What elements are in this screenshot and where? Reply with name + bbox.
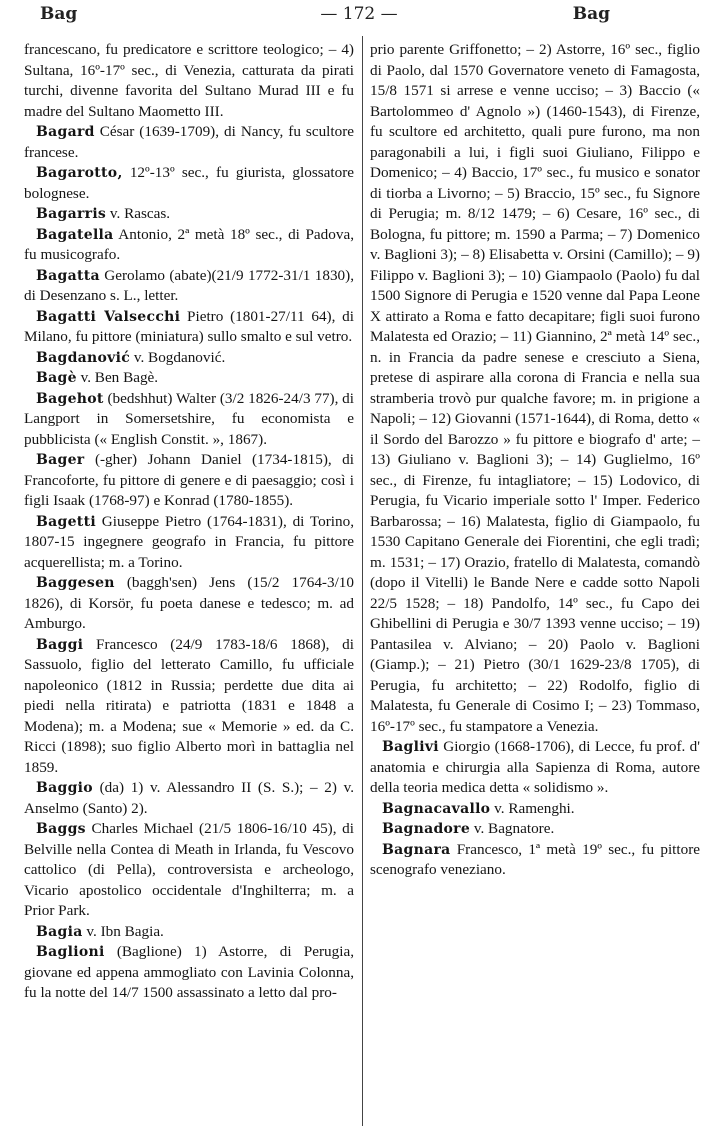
left-column (24, 40, 354, 1004)
entry (24, 225, 354, 266)
entry-headword: Bagatella (36, 226, 114, 243)
entry (24, 40, 354, 122)
entry (24, 573, 354, 635)
entry-headword: Bagatti Valsecchi (36, 308, 181, 325)
entry-headword: Bagehot (36, 390, 104, 407)
entry-text: (bedshhut) Walter (3/2 1826-24/3 77), di Langport in Somersetshire, fu economista e pubblicista (« English Constit. », 1867). (24, 389, 354, 448)
entry-headword: Baggio (36, 780, 93, 796)
entry-text: Francesco (24/9 1783-18/6 1868), di Sassuolo, figlio del letterato Camillo, fu ufficiale napoleonico (1812 in Russia; perdette due dita ai piedi nella ritirata) e patriotta (1831 e 1848 a Modena); m. a Modena; sue « Memorie » ed. da C. Ricci (1898); suo figlio Alberto morì in battaglia nel 1859. (24, 635, 354, 776)
entry (24, 307, 354, 348)
entry-headword: Baglivi (382, 739, 439, 755)
entry (24, 778, 354, 819)
entry-headword: Bagnara (382, 841, 451, 858)
entry (370, 40, 700, 737)
entry (24, 819, 354, 922)
entry-text: Gerolamo (abate)(21/9 1772-31/1 1830), di Desenzano s. L., letter. (24, 266, 354, 304)
header-right-guideword: Bag (572, 4, 610, 24)
entry-text: (baggh'sen) Jens (15/2 1764-3/10 1826), di Korsör, fu poeta danese e tedesco; m. ad Amburgo. (24, 574, 354, 632)
entry-headword: Baggesen (36, 575, 115, 591)
entry-headword: Bager (36, 452, 85, 468)
entry-headword: Bagnadore (382, 821, 471, 837)
entry (24, 266, 354, 307)
entry-text: Francesco, 1ª metà 19º sec., fu pittore scenografo veneziano. (370, 840, 700, 878)
entry-headword: Bagatta (36, 267, 100, 284)
entry (24, 348, 354, 369)
entry-text: v. Ben Bagè. (76, 369, 159, 386)
entry-text: v. Bogdanović. (130, 348, 226, 366)
entry (370, 819, 700, 840)
entry-text: César (1639-1709), di Nancy, fu scultore francese. (24, 123, 354, 161)
entry-text: francescano, fu predicatore e scrittore teologico; – 4) Sultana, 16º-17º sec., di Venezia, catturata da pirati turchi, divenne favorita del Sultano Murad III e fu madre del Sultano Maometto III. (24, 41, 354, 120)
entry-headword: Bagarris (36, 206, 107, 222)
entry-headword: Bagetti (36, 513, 96, 530)
entry-headword: Baglioni (36, 944, 105, 960)
header-left-guideword: Bag (40, 4, 78, 24)
column-divider (362, 36, 363, 1126)
entry-text: Giorgio (1668-1706), di Lecce, fu prof. d' anatomia e chirurgia alla Sapienza di Roma, autore della teoria medica detta « solidismo ». (370, 738, 700, 796)
entry (370, 840, 700, 881)
right-column (370, 40, 700, 881)
entry-text: Giuseppe Pietro (1764-1831), di Torino, 1807-15 ingegnere geografo in Francia, fu pittore acquerellista; m. a Torino. (24, 512, 354, 571)
entry-headword: Baggs (36, 821, 86, 837)
entry (370, 737, 700, 799)
entry (24, 163, 354, 204)
entry (370, 799, 700, 820)
page-header (22, 2, 696, 26)
entry-headword: Bagard (36, 124, 95, 140)
entry-headword: Bagdanović (36, 349, 131, 366)
entry-text: Antonio, 2ª metà 18º sec., di Padova, fu musicografo. (24, 225, 354, 263)
entry-text: (-gher) Johann Daniel (1734-1815), di Francoforte, fu pittore di genere e di paesaggio; così i figli Isaak (1768-97) e Konrad (1780-1855). (24, 451, 354, 509)
entry (24, 450, 354, 512)
entry (24, 389, 354, 451)
entry (24, 204, 354, 225)
entry (24, 942, 354, 1004)
entry-text: v. Ramenghi. (490, 799, 575, 817)
entry-text: v. Bagnatore. (470, 820, 555, 837)
entry (24, 635, 354, 779)
entry-text: (Baglione) 1) Astorre, di Perugia, giovane ed appena ammogliato con Lavinia Colonna, fu la notte del 14/7 1500 assassinato a letto dal pro- (24, 943, 354, 1001)
entry-text: (da) 1) v. Alessandro II (S. S.); – 2) v. Anselmo (Santo) 2). (24, 779, 354, 817)
entry (24, 122, 354, 163)
entry (24, 922, 354, 943)
entry-headword: Bagnacavallo (382, 800, 491, 817)
entry-text: v. Rascas. (106, 205, 171, 222)
entry-text: Charles Michael (21/5 1806-16/10 45), di Belville nella Contea di Meath in Irlanda, fu Vescovo cattolico (di Pella), controversista e archeologo, Vicario apostolico occidentale d'Inghilterra; m. a Prior Park. (24, 820, 354, 919)
entry (24, 368, 354, 389)
entry-text: v. Ibn Bagia. (82, 922, 164, 940)
entry-headword: Bagarotto, (36, 165, 123, 181)
entry (24, 512, 354, 574)
entry-headword: Bagè (36, 370, 77, 386)
entry-text: Pietro (1801-27/11 64), di Milano, fu pittore (miniatura) sullo smalto e sul vetro. (24, 307, 354, 345)
page-number: — 172 — (320, 4, 398, 24)
entry-text: prio parente Griffonetto; – 2) Astorre, 16º sec., figlio di Paolo, dal 1570 Governatore veneto di Famagosta, 15/8 1571 si arrese e venne ucciso; – 3) Baccio (« Bartolommeo d' Agnolo ») (1460-1543), di Firenze, fu scultore ed architetto, quali pure furono, ma non paragonabili a lui, i figli suoi Giuliano, Filippo e Domenico; – 4) Baccio, 17º sec., fu musico e sonator di tiorba a Livorno; – 5) Braccio, 15º sec., fu Signore di Perugia; m. 8/12 1479; – 6) Cesare, 16º sec., di Bologna, fu pittore; m. 1590 a Parma; – 7) Domenico v. Baglioni 3); – 8) Elisabetta v. Orsini (Camillo); – 9) Filippo v. Baglioni 3); – 10) Giampaolo (Paolo) fu dal 1500 Signore di Perugia e 1520 venne dal Papa Leone X attirato a Roma e fatto decapitare; figli suoi furono Malatesta ed Orazio; – 11) Giannino, 2ª metà 14º sec., n. in Francia da padre senese e cresciuto a Siena, pretese di aspirare alla corona di Francia e nella sua stramberia trovò pur qualche favore; m. in prigione a Napoli; – 12) Giovanni (1571-1644), di Roma, detto « il Sordo del Barozzo » fu pittore e biografo d' arte; – 13) Giuliano v. Baglioni 3); – 14) Guglielmo, 16º sec., di Firenze, fu intagliatore; – 15) Lodovico, di Perugia, fu Vicario imperiale sotto l' Imper. Federico Barbarossa; – 16) Malatesta, figlio di Giampaolo, fu 1530 Capitano Generale dei Fiorentini, che egli tradì; m. 1531; – 17) Orazio, fratello di Malatesta, comandò (dopo il Vitelli) le Bande Nere e cadde sotto Napoli 22/5 1528; – 18) Pandolfo, 14º sec., fu Capo dei Ghibellini di Perugia e 30/7 1393 venne ucciso; – 19) Pantasilea v. Alviano; – 20) Paolo v. Baglioni (Giamp.); – 21) Pietro (30/1 1629-23/8 1705), di Perugia, fu architetto; – 22) Rodolfo, figlio di Malatesta, fu Generale di Cosimo I; – 23) Tommaso, 16º-17º sec., fu stampatore a Venezia. (370, 41, 700, 735)
entry-headword: Baggi (36, 636, 84, 653)
entry-text: 12º-13º sec., fu giurista, glossatore bolognese. (24, 164, 354, 202)
entry-headword: Bagia (36, 923, 83, 940)
